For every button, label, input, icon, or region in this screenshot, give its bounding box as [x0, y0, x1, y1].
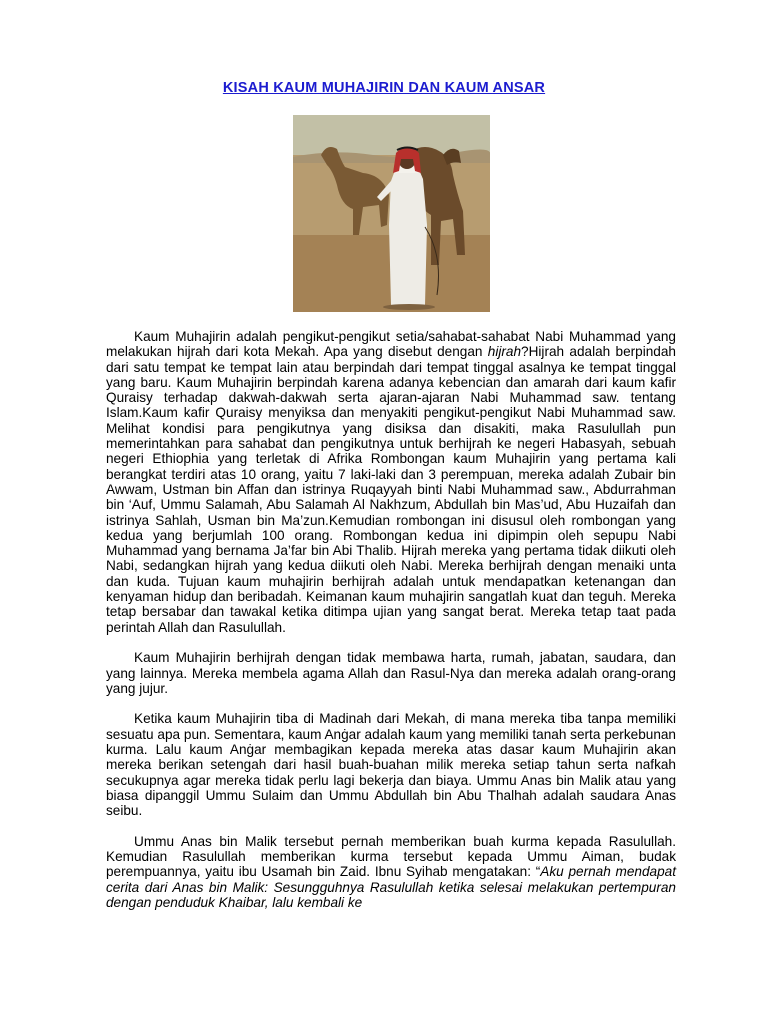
article-body — [106, 329, 676, 926]
man-with-camels-photo — [293, 115, 490, 312]
paragraph-1-text-b: ?Hijrah adalah berpindah dari satu tempat ke tempat lain atau berpindah dari tempat tinggal asalnya ke tempat tinggal yang baru. Kaum Muhajirin berpindah karena adanya kebencian dan amarah dari kaum kafir Quraisy terhadap dakwah-dakwah serta ajaran-ajaran Nabi Muhammad saw. tentang Islam.Kaum kafir Quraisy menyiksa dan menyakiti pengikut-pengikut Nabi Muhammad saw. Melihat kondisi para pengikutnya yang disiksa dan disakiti, maka Rasulullah pun memerintahkan para sahabat dan pengikutnya untuk berhijrah ke negeri Habasyah, sebuah negeri Ethiophia yang terletak di Afrika Rombongan kaum Muhajirin yang pertama kali berangkat terdiri atas 10 orang, yaitu 7 laki-laki dan 3 perempuan, mereka adalah Zubair bin Awwam, Ustman bin Affan dan istrinya Ruqayyah binti Nabi Muhammad saw., Abdurrahman bin ‘Auf, Ummu Salamah, Abu Salamah Al Nakhzum, Abdullah bin Mas’ud, Abu Huzaifah dan istrinya Sahlah, Usman bin Ma’zun.Kemudian rombongan ini disusul oleh rombongan yang kedua yang berjumlah 100 orang. Rombongan kedua ini dipimpin oleh sepupu Nabi Muhammad yang bernama Ja’far bin Abi Thalib. Hijrah mereka yang pertama tidak diikuti oleh Nabi, sedangkan hijrah yang kedua diikuti oleh Nabi. Mereka berhijrah dengan menaiki unta dan kuda. Tujuan kaum muhajirin berhijrah adalah untuk mendapatkan ketenangan dan kenyaman hidup dan beribadah. Keimanan kaum muhajirin sangatlah kuat dan teguh. Mereka tetap bersabar dan tawakal ketika ditimpa ujian yang sangat berat. Mereka tetap taat pada perintah Allah dan Rasulullah. — [106, 344, 676, 635]
paragraph-1-italic-term: hijrah — [487, 344, 522, 360]
paragraph-1 — [106, 329, 676, 635]
photo-illustration — [293, 115, 490, 312]
paragraph-1-text-a: Kaum Muhajirin adalah pengikut-pengikut setia/sahabat-sahabat Nabi Muhammad yang melakukan hijrah dari kota Mekah. Apa yang disebut dengan — [106, 329, 676, 360]
paragraph-2: Kaum Muhajirin berhijrah dengan tidak membawa harta, rumah, jabatan, saudara, dan yang lainnya. Mereka membela agama Allah dan Rasul-Nya dan mereka adalah orang-orang yang jujur. — [106, 650, 676, 696]
paragraph-4 — [106, 834, 676, 910]
paragraph-4-quote: Aku pernah mendapat cerita dari Anas bin Malik: Sesungguhnya Rasulullah ketika selesai melakukan pertempuran dengan penduduk Khaibar, lalu kembali ke — [106, 864, 676, 910]
paragraph-3: Ketika kaum Muhajirin tiba di Madinah dari Mekah, di mana mereka tiba tanpa memiliki sesuatu apa pun. Sementara, kaum Anġar adalah kaum yang memiliki tanah serta perkebunan kurma. Lalu kaum Anġar membagikan kepada mereka atas dasar kaum Muhajirin akan mereka berikan setengah dari hasil buah-buahan milik mereka setiap tahun serta nafkah secukupnya agar mereka tidak perlu lagi bekerja dan biaya. Ummu Anas bin Malik atau yang biasa dipanggil Ummu Sulaim dan Ummu Abdullah bin Abu Thalhah adalah saudara Anas seibu. — [106, 711, 676, 819]
document-title: KISAH KAUM MUHAJIRIN DAN KAUM ANSAR — [222, 80, 546, 96]
paragraph-4-text-a: Ummu Anas bin Malik tersebut pernah memberikan buah kurma kepada Rasulullah. Kemudian Rasulullah memberikan kurma tersebut kepada Ummu Aiman, budak perempuannya, yaitu ibu Usamah bin Zaid. Ibnu Syihab mengatakan: “ — [106, 833, 676, 880]
